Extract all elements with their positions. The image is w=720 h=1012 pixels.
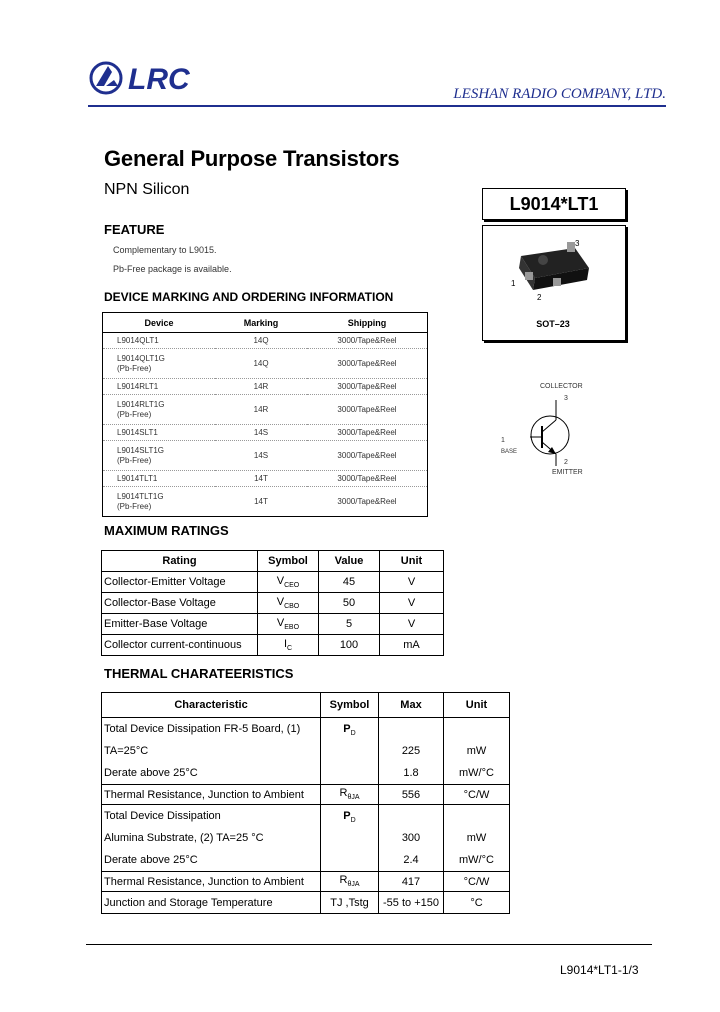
symbol: $V_{CBO}$: [258, 593, 319, 614]
cell-text: °C/W: [444, 785, 510, 805]
base-label: BASE: [501, 449, 518, 455]
table-row: [102, 872, 510, 892]
table-row: [102, 805, 510, 872]
table-cell: 3000/Tape&Reel: [337, 381, 397, 391]
table-cell: 100: [319, 635, 380, 656]
symbol: $V_{EBO}$: [258, 614, 319, 635]
table-cell: 50: [319, 593, 380, 614]
cell-text: -55 to +150: [379, 892, 444, 914]
table-cell: L9014SLT1: [117, 427, 158, 437]
col-header: Symbol: [321, 693, 379, 718]
cell-text: Derate above 25°C: [104, 854, 198, 866]
table-row: [103, 425, 428, 441]
table-row: [102, 593, 444, 614]
cell-text: Derate above 25°C: [104, 767, 198, 779]
lrc-logo: [88, 58, 218, 98]
cell-text: Thermal Resistance, Junction to Ambient: [102, 872, 321, 892]
pin-label: 2: [537, 293, 542, 302]
table-cell: 3000/Tape&Reel: [337, 358, 397, 368]
symbol: $I_C$: [258, 635, 319, 656]
cell-text: Junction and Storage Temperature: [102, 892, 321, 914]
footer-divider: [86, 944, 652, 945]
table-cell: 5: [319, 614, 380, 635]
symbol: $P_D$: [343, 723, 356, 738]
cell-text: mW/°C: [459, 767, 494, 779]
table-cell: mA: [380, 635, 444, 656]
table-cell: 14Q: [253, 335, 269, 345]
table-cell: L9014TLT1: [117, 473, 158, 483]
max-ratings-heading: MAXIMUM RATINGS: [104, 523, 229, 538]
cell-text: [379, 718, 443, 740]
symbol: $P_D$: [343, 810, 356, 825]
table-row: [102, 785, 510, 805]
table-row: [103, 379, 428, 395]
table-cell: 14S: [253, 450, 269, 460]
table-cell: 14T: [254, 473, 268, 483]
cell-text: °C: [444, 892, 510, 914]
table-cell: Collector-Emitter Voltage: [102, 572, 258, 593]
table-row: [103, 471, 428, 487]
table-cell: 14S: [253, 427, 269, 437]
symbol: $R_{\theta JA}$: [321, 872, 379, 892]
table-cell: 3000/Tape&Reel: [337, 450, 397, 460]
col-header: Rating: [102, 551, 258, 572]
col-header: Symbol: [258, 551, 319, 572]
col-header: Value: [319, 551, 380, 572]
table-cell: 3000/Tape&Reel: [337, 335, 397, 345]
cell-text: Total Device Dissipation: [104, 810, 221, 822]
table-cell: 14R: [253, 381, 269, 391]
table-cell: 3000/Tape&Reel: [337, 427, 397, 437]
marking-heading: DEVICE MARKING AND ORDERING INFORMATION: [104, 290, 394, 304]
table-cell: 45: [319, 572, 380, 593]
col-header: Unit: [380, 551, 444, 572]
table-row: [102, 718, 510, 785]
table-cell: L9014RLT1G (Pb-Free): [117, 399, 165, 419]
cell-text: Alumina Substrate, (2) TA=25 °C: [104, 832, 264, 844]
col-header: Max: [379, 693, 444, 718]
table-cell: L9014QLT1: [117, 335, 159, 345]
table-cell: L9014TLT1G (Pb-Free): [117, 491, 164, 511]
table-cell: L9014SLT1G (Pb-Free): [117, 445, 164, 465]
pin-1-lead: [525, 272, 533, 280]
thermal-heading: THERMAL CHARATEERISTICS: [104, 666, 294, 681]
cell-text: Total Device Dissipation FR-5 Board, (1): [104, 723, 301, 735]
pin-3-lead: [567, 242, 575, 252]
cell-text: [444, 805, 509, 827]
table-cell: 3000/Tape&Reel: [337, 473, 397, 483]
cell-text: 1.8: [403, 767, 419, 779]
table-cell: 3000/Tape&Reel: [337, 404, 397, 414]
feature-note: Pb-Free package is available.: [113, 264, 232, 274]
pin-2-lead: [553, 278, 561, 286]
table-row: [103, 441, 428, 471]
max-ratings-table: [101, 550, 444, 656]
company-name: LESHAN RADIO COMPANY, LTD.: [453, 86, 666, 102]
logo-text: LRC: [128, 63, 190, 96]
cell-text: Thermal Resistance, Junction to Ambient: [102, 785, 321, 805]
pin-label: 3: [564, 395, 568, 402]
cell-text: 300: [401, 832, 421, 844]
table-cell: 14R: [253, 404, 269, 414]
cell-text: mW: [466, 745, 487, 757]
symbol: TJ ,Tstg: [321, 892, 379, 914]
col-header: Shipping: [307, 313, 428, 333]
cell-text: [379, 805, 443, 827]
table-cell: V: [380, 572, 444, 593]
emitter-label: EMITTER: [552, 469, 583, 476]
col-header: Marking: [215, 313, 307, 333]
table-row: [102, 614, 444, 635]
subtitle: NPN Silicon: [104, 181, 190, 198]
col-header: Characteristic: [102, 693, 321, 718]
table-cell: 3000/Tape&Reel: [337, 496, 397, 506]
package-label: SOT–23: [536, 319, 570, 329]
table-cell: V: [380, 593, 444, 614]
cell-text: 2.4: [403, 854, 419, 866]
part-number-box: L9014*LT1: [482, 188, 626, 220]
table-cell: 14Q: [253, 358, 269, 368]
col-header: Device: [103, 313, 216, 333]
cell-text: mW/°C: [459, 854, 494, 866]
feature-heading: FEATURE: [104, 222, 165, 237]
cell-text: 556: [379, 785, 444, 805]
feature-note: Complementary to L9015.: [113, 245, 217, 255]
table-cell: L9014QLT1G (Pb-Free): [117, 353, 165, 373]
cell-text: [444, 718, 509, 740]
thermal-table: [101, 692, 510, 914]
table-row: [103, 487, 428, 517]
table-row: [102, 892, 510, 914]
pin-label: 1: [501, 437, 505, 444]
col-header: Unit: [444, 693, 510, 718]
symbol: $R_{\theta JA}$: [321, 785, 379, 805]
cell-text: 225: [401, 745, 421, 757]
pin-label: 3: [575, 239, 580, 248]
cell-text: °C/W: [444, 872, 510, 892]
symbol: $V_{CEO}$: [258, 572, 319, 593]
pin-label: 1: [511, 279, 516, 288]
table-row: [102, 635, 444, 656]
table-row: [102, 572, 444, 593]
marking-table: [102, 312, 428, 517]
cell-text: TA=25°C: [104, 745, 149, 757]
table-cell: Collector-Base Voltage: [102, 593, 258, 614]
npn-transistor-symbol: [490, 380, 610, 480]
collector-label: COLLECTOR: [540, 383, 583, 390]
table-row: [103, 333, 428, 349]
table-row: [103, 395, 428, 425]
table-cell: Emitter-Base Voltage: [102, 614, 258, 635]
page-footer: L9014*LT1-1/3: [560, 963, 639, 977]
page-title: General Purpose Transistors: [104, 146, 400, 171]
table-cell: L9014RLT1: [117, 381, 159, 391]
table-cell: Collector current-continuous: [102, 635, 258, 656]
table-row: [103, 349, 428, 379]
pin-label: 2: [564, 459, 568, 466]
header-divider: [88, 105, 666, 107]
table-cell: V: [380, 614, 444, 635]
table-cell: 14T: [254, 496, 268, 506]
cell-text: mW: [466, 832, 487, 844]
cell-text: 417: [379, 872, 444, 892]
